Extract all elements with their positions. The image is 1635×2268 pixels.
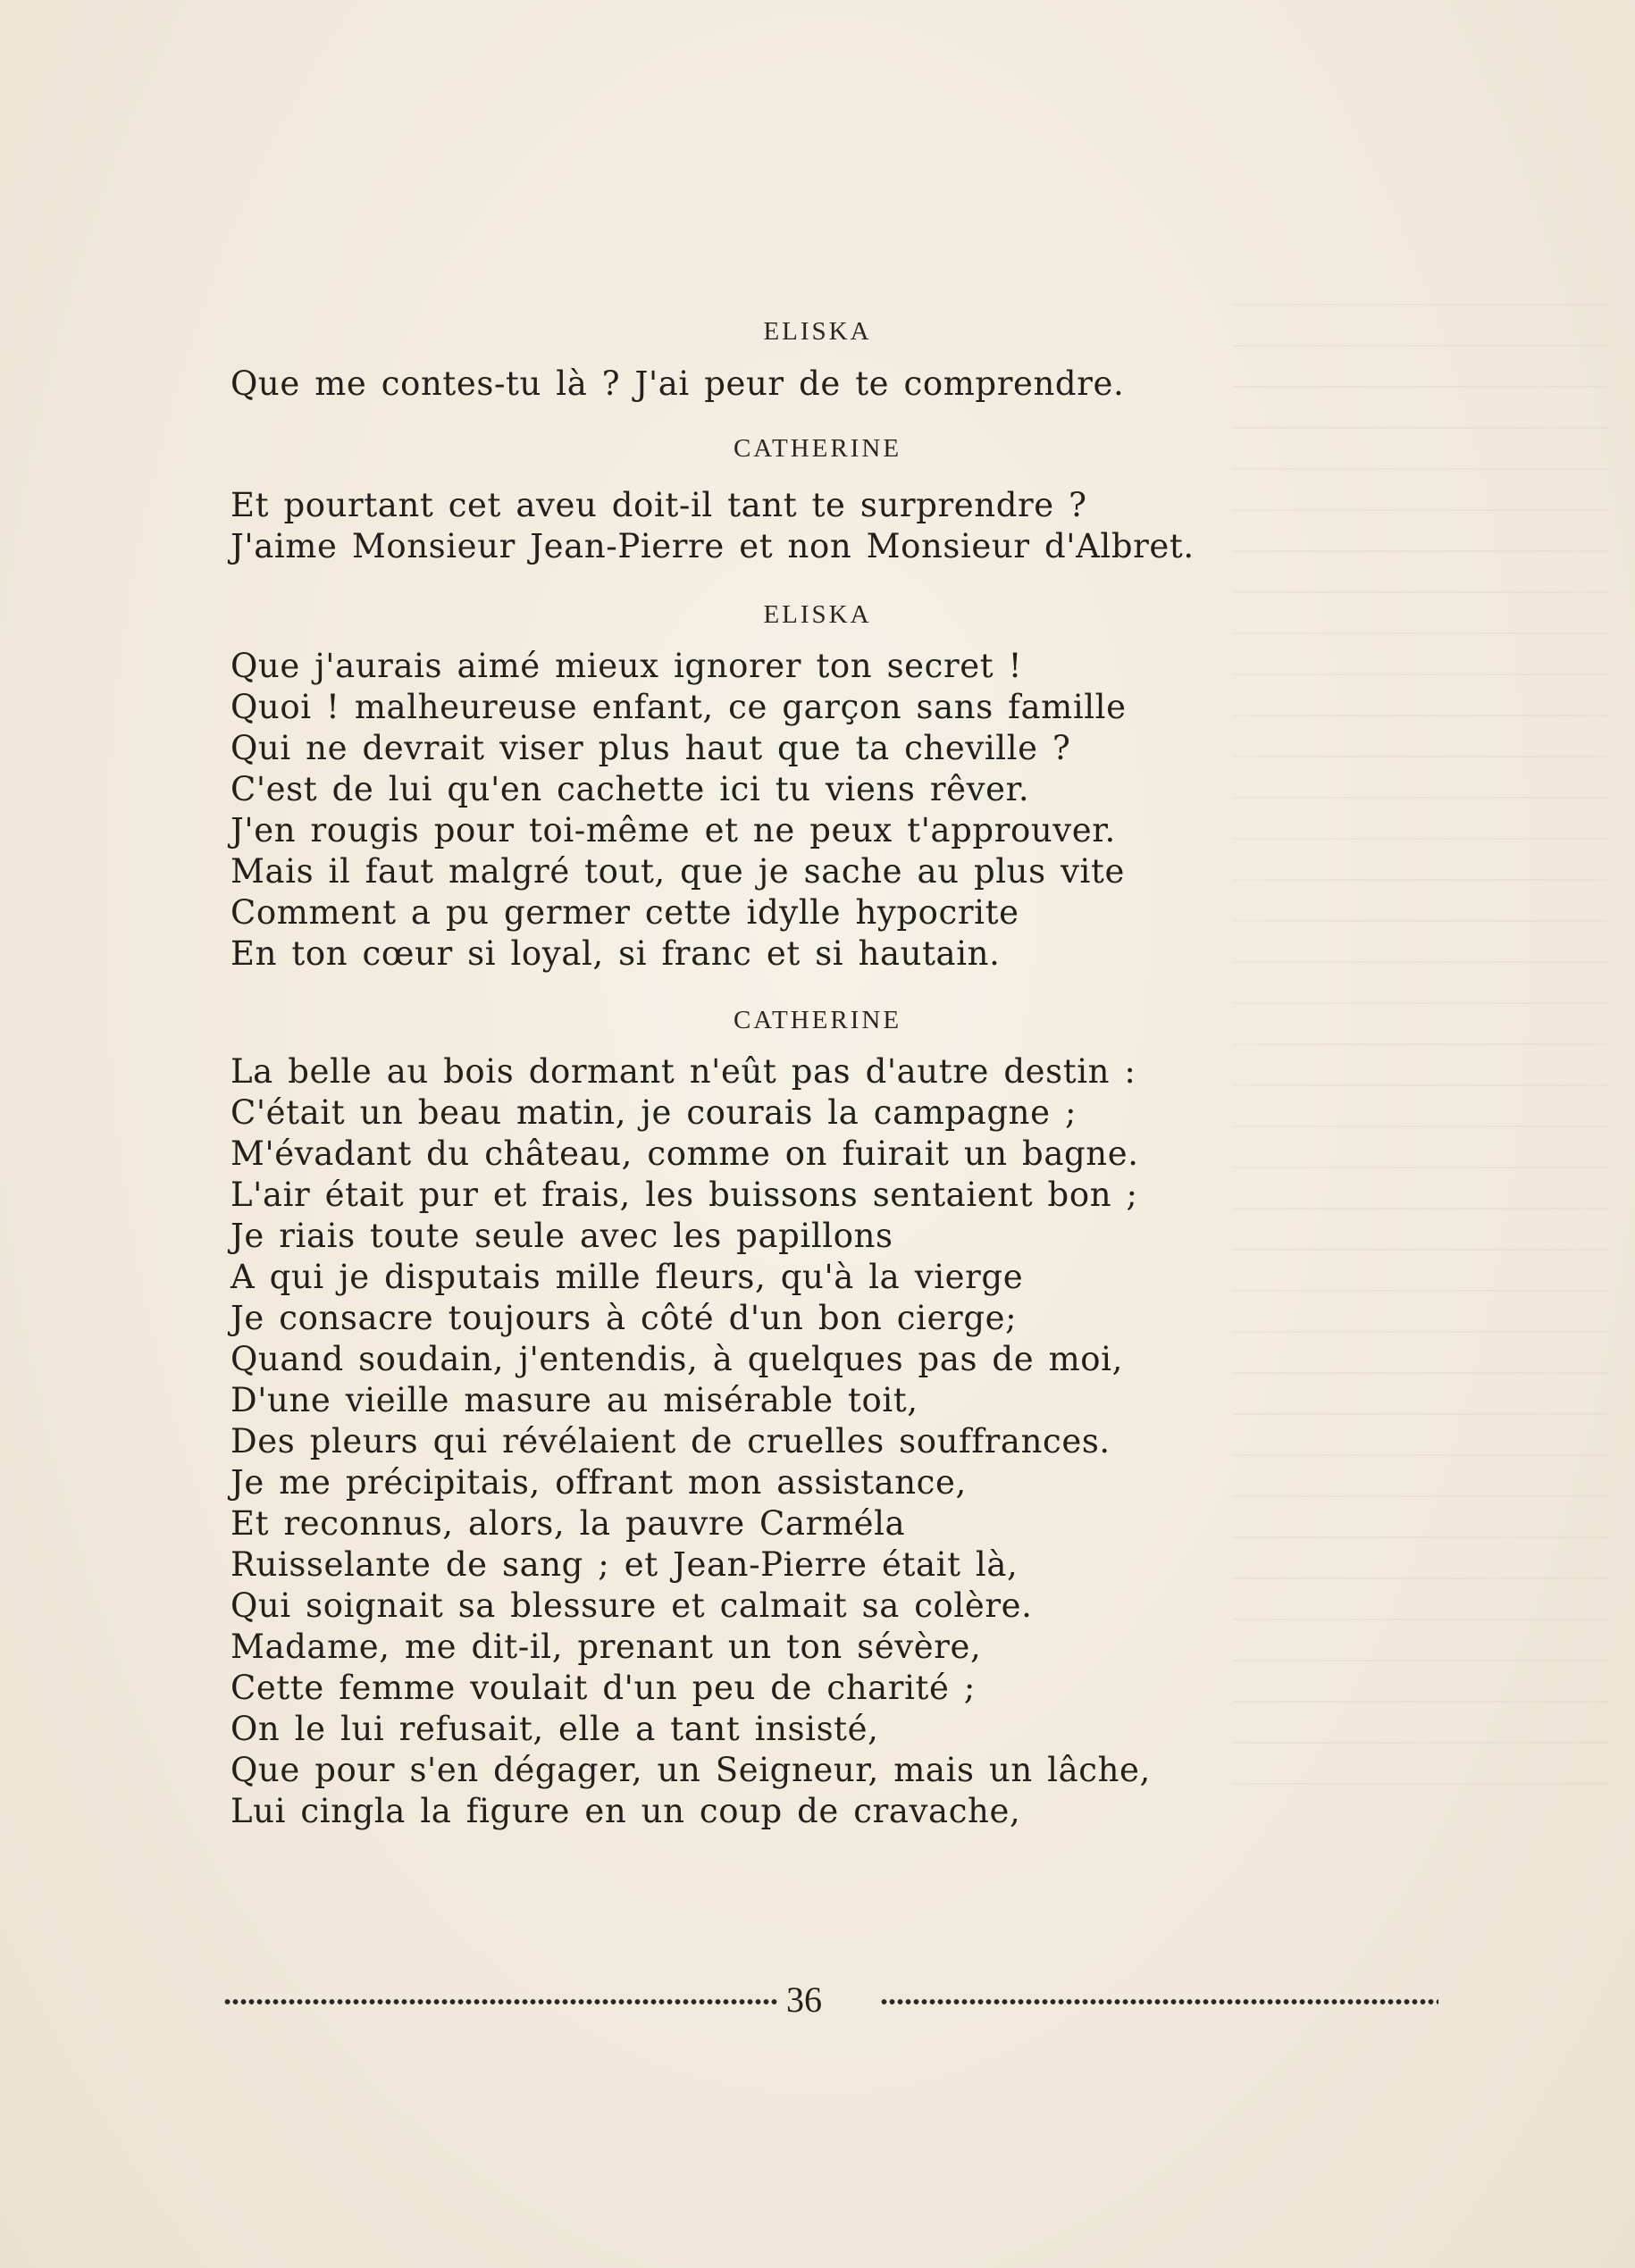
verse-line: J'en rougis pour toi-même et ne peux t'approuver. [231, 811, 1116, 849]
verse-line: Et pourtant cet aveu doit-il tant te surprendre ? [231, 486, 1087, 524]
page-footer [223, 1979, 1438, 2023]
speaker-name: CATHERINE [733, 1006, 902, 1034]
verse-line: Madame, me dit-il, prenant un ton sévère, [231, 1628, 982, 1666]
verse-line: C'était un beau matin, je courais la campagne ; [231, 1093, 1077, 1132]
verse-line: Quand soudain, j'entendis, à quelques pas de moi, [231, 1340, 1123, 1378]
verse-line: Ruisselante de sang ; et Jean-Pierre était là, [231, 1545, 1019, 1584]
verse-line: Que j'aurais aimé mieux ignorer ton secret ! [231, 647, 1023, 685]
verse-line: Qui ne devrait viser plus haut que ta cheville ? [231, 729, 1071, 767]
verse-line: La belle au bois dormant n'eût pas d'autre destin : [231, 1052, 1136, 1091]
verse-line: C'est de lui qu'en cachette ici tu viens rêver. [231, 770, 1030, 808]
verse-line: Que pour s'en dégager, un Seigneur, mais un lâche, [231, 1751, 1151, 1789]
footer-dotted-rule-left [223, 1998, 777, 2005]
page-number: 36 [786, 1979, 822, 2020]
verse-line: Que me contes-tu là ? J'ai peur de te comprendre. [231, 364, 1125, 403]
verse-line: Je me précipitais, offrant mon assistance, [231, 1463, 967, 1502]
verse-line: Je riais toute seule avec les papillons [231, 1217, 893, 1255]
speaker-name: ELISKA [763, 317, 872, 346]
footer-dotted-rule-right [880, 1998, 1438, 2005]
speaker-name: ELISKA [763, 600, 872, 629]
verse-line: Mais il faut malgré tout, que je sache au plus vite [231, 852, 1125, 891]
verse-line: Des pleurs qui révélaient de cruelles souffrances. [231, 1422, 1111, 1460]
verse-line: En ton cœur si loyal, si franc et si hautain. [231, 934, 1001, 973]
verse-line: Je consacre toujours à côté d'un bon cierge; [231, 1299, 1018, 1337]
verse-line: Et reconnus, alors, la pauvre Carméla [231, 1504, 906, 1543]
verse-line: On le lui refusait, elle a tant insisté, [231, 1710, 879, 1748]
verse-line: J'aime Monsieur Jean-Pierre et non Monsieur d'Albret. [231, 527, 1195, 565]
verse-line: Qui soignait sa blessure et calmait sa colère. [231, 1586, 1033, 1625]
verse-line: M'évadant du château, comme on fuirait un bagne. [231, 1134, 1139, 1173]
verse-line: A qui je disputais mille fleurs, qu'à la vierge [231, 1258, 1024, 1296]
verse-line: Cette femme voulait d'un peu de charité ; [231, 1669, 976, 1707]
verse-line: Lui cingla la figure en un coup de cravache, [231, 1792, 1021, 1830]
verse-line: D'une vieille masure au misérable toit, [231, 1381, 918, 1419]
verse-line: L'air était pur et frais, les buissons sentaient bon ; [231, 1176, 1138, 1214]
verse-line: Comment a pu germer cette idylle hypocrite [231, 893, 1019, 932]
speaker-name: CATHERINE [733, 434, 902, 463]
verse-line: Quoi ! malheureuse enfant, ce garçon sans famille [231, 688, 1127, 726]
